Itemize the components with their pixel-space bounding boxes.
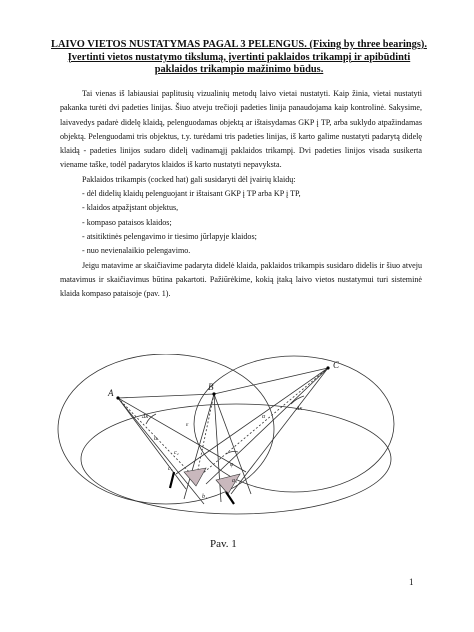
bearing-line-c bbox=[206, 368, 328, 484]
label-delta-k: Δκ bbox=[142, 414, 149, 420]
label-a: A bbox=[108, 388, 114, 398]
position-circle-left bbox=[58, 354, 274, 504]
paragraph-intro: Tai vienas iš labiausiai paplitusių vizualinių metodų laivo vietai nustatyti. Kaip žinia, vietai nustatyti pakanka turėti dvi padeties linijas. Šiuo atveju trečioji padeties linija panaudojama kaip kontrolinė. Sakysime, laivavedys padarė didelę klaidą, pelenguodamas objektą ar ištaisydamas GKP į TP, arba suklydo atpažindamas objektą. Pelenguodami tris objektus, t.y. turėdami tris padeties linijas, iš karto galime nustatyti padarytą didelę klaidą - padeties linijos sudaro didelį vadinamąjį paklaidos trikampį. Dvi padeties linijos visada susikerta viename taške, todėl padarytos klaidos iš karto nustatyti nepavyksta. bbox=[60, 89, 422, 170]
position-circle-right bbox=[194, 356, 394, 492]
list-item: - atsitiktinės pelengavimo ir tiesimo jūrlapyje klaidos; bbox=[82, 231, 257, 241]
bold-arrow bbox=[226, 492, 234, 504]
label-alpha: α bbox=[262, 414, 266, 420]
paragraph-cocked-hat: Paklaidos trikampis (cocked hat) gali susidaryti dėl įvairių klaidų: bbox=[82, 174, 296, 184]
page-title: LAIVO VIETOS NUSTATYMAS PAGAL 3 PELENGUS. (Fixing by three bearings). Įvertinti vietos nustatymo tikslumą, įvertinti paklaidos trikampį ir apibūdinti paklaidos trikampio mažinimo būdus. bbox=[51, 39, 427, 76]
bearing-line-a bbox=[118, 398, 186, 489]
list-item: - kompaso pataisos klaidos; bbox=[82, 217, 172, 227]
label-b: B bbox=[208, 382, 214, 392]
list-item: - nuo nevienalaikio pelengavimo. bbox=[82, 246, 191, 256]
list-item: - dėl didelių klaidų pelenguojant ir ištaisant GKP į TP arba KP į TP, bbox=[82, 189, 301, 199]
bearing-line-a bbox=[118, 398, 204, 504]
list-item: - klaidos atpažįstant objektus, bbox=[82, 203, 179, 213]
body-text bbox=[60, 87, 422, 301]
bold-arrow bbox=[170, 472, 174, 488]
label-c1: c₁ bbox=[168, 466, 173, 472]
page-number: 1 bbox=[409, 577, 414, 587]
label-a1: a₁ bbox=[232, 478, 238, 484]
position-circle-lower bbox=[81, 404, 391, 514]
label-b1: b₁ bbox=[202, 494, 208, 500]
object-point-b bbox=[212, 392, 215, 395]
bearing-line-a bbox=[118, 398, 246, 472]
object-point-a bbox=[116, 396, 119, 399]
label-c: C bbox=[333, 360, 340, 370]
object-point-c bbox=[326, 366, 329, 369]
baseline-ab bbox=[118, 394, 214, 398]
label-epsilon: ε bbox=[186, 422, 189, 428]
label-delta-k: Δκ bbox=[296, 406, 303, 412]
label-alpha: α bbox=[154, 436, 158, 442]
bearing-diagram bbox=[56, 354, 416, 519]
label-c2: c₂ bbox=[174, 450, 179, 456]
paragraph-closing: Jeigu matavime ar skaičiavime padaryta didelė klaida, paklaidos trikampis susidaro didelis ir šiuo atveju matavimus ir skaičiavimus būtina pakartoti. Pažiūrėkime, kokią įtaką laivo vietos nustatymui turi sisteminė klaida kompaso pataisoje (pav. 1). bbox=[60, 260, 422, 299]
figure-caption: Pav. 1 bbox=[210, 538, 237, 550]
label-phi: φ bbox=[230, 462, 234, 468]
bearing-line-b bbox=[184, 394, 214, 499]
